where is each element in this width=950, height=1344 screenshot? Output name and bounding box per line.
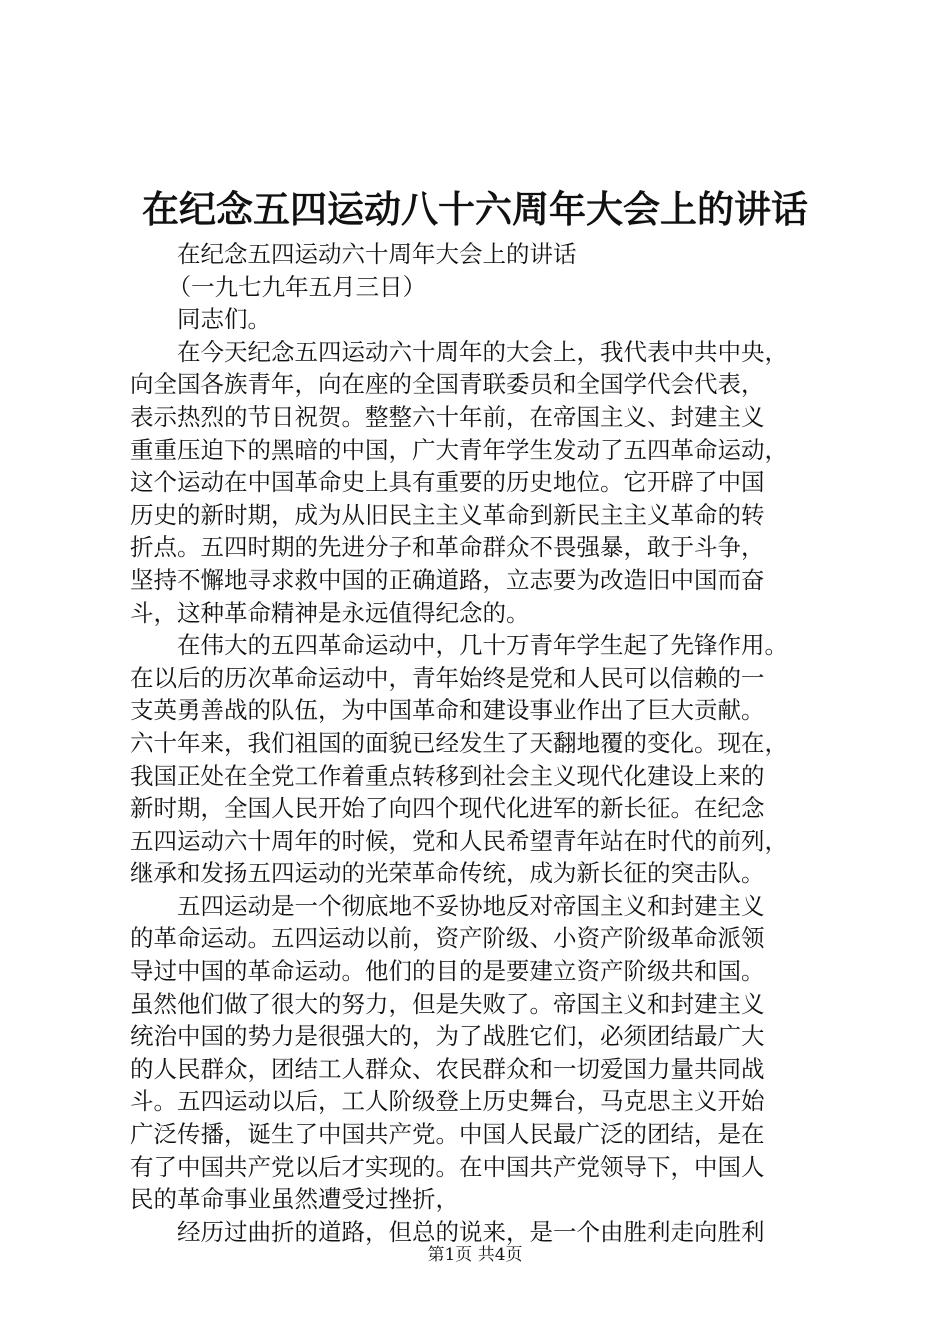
paragraph-line: 历史的新时期，成为从旧民主主义革命到新民主主义革命的转: [130, 500, 765, 529]
paragraph-line: 重重压迫下的黑暗的中国，广大青年学生发动了五四革命运动，: [130, 435, 788, 464]
document-title: 在纪念五四运动八十六周年大会上的讲话: [142, 187, 808, 231]
paragraph-line: 斗，这种革命精神是永远值得纪念的。: [130, 598, 530, 627]
paragraph-line: 的革命运动。五四运动以前，资产阶级、小资产阶级革命派领: [130, 924, 765, 953]
page-footer: 第1页 共4页: [427, 1245, 523, 1265]
paragraph-line: 经历过曲折的道路，但总的说来，是一个由胜利走向胜利: [177, 1217, 765, 1246]
speech-date: （一九七九年五月三日）: [167, 272, 427, 301]
paragraph-line: 导过中国的革命运动。他们的目的是要建立资产阶级共和国。: [130, 957, 765, 986]
salutation: 同志们。: [177, 305, 271, 334]
paragraph-line: 在伟大的五四革命运动中，几十万青年学生起了先锋作用。: [177, 631, 788, 660]
paragraph-line: 这个运动在中国革命史上具有重要的历史地位。它开辟了中国: [130, 468, 765, 497]
paragraph-line: 六十年来，我们祖国的面貌已经发生了天翻地覆的变化。现在，: [130, 728, 788, 757]
paragraph-line: 表示热烈的节日祝贺。整整六十年前，在帝国主义、封建主义: [130, 402, 765, 431]
paragraph-line: 新时期，全国人民开始了向四个现代化进军的新长征。在纪念: [130, 794, 765, 823]
subtitle: 在纪念五四运动六十周年大会上的讲话: [177, 240, 577, 268]
paragraph-line: 斗。五四运动以后，工人阶级登上历史舞台，马克思主义开始: [130, 1087, 765, 1116]
paragraph-line: 有了中国共产党以后才实现的。在中国共产党领导下，中国人: [130, 1152, 765, 1181]
paragraph-line: 五四运动是一个彻底地不妥协地反对帝国主义和封建主义: [177, 891, 765, 920]
paragraph-line: 支英勇善战的队伍，为中国革命和建设事业作出了巨大贡献。: [130, 696, 765, 725]
document-body: [130, 238, 850, 1248]
paragraph-2: [130, 629, 850, 890]
paragraph-line: 民的革命事业虽然遭受过挫折，: [130, 1185, 459, 1214]
paragraph-line: 在以后的历次革命运动中，青年始终是党和人民可以信赖的一: [130, 663, 765, 692]
paragraph-line: 在今天纪念五四运动六十周年的大会上，我代表中共中央，: [177, 337, 788, 366]
paragraph-line: 五四运动六十周年的时候，党和人民希望青年站在时代的前列，: [130, 826, 788, 855]
paragraph-line: 我国正处在全党工作着重点转移到社会主义现代化建设上来的: [130, 761, 765, 790]
paragraph-line: 坚持不懈地寻求救中国的正确道路，立志要为改造旧中国而奋: [130, 565, 765, 594]
paragraph-3: [130, 890, 850, 1216]
paragraph-1: [130, 336, 850, 629]
paragraph-line: 统治中国的势力是很强大的，为了战胜它们，必须团结最广大: [130, 1022, 765, 1051]
paragraph-line: 向全国各族青年，向在座的全国青联委员和全国学代会代表，: [130, 370, 765, 399]
paragraph-line: 虽然他们做了很大的努力，但是失败了。帝国主义和封建主义: [130, 989, 765, 1018]
paragraph-line: 折点。五四时期的先进分子和革命群众不畏强暴，敢于斗争，: [130, 533, 765, 562]
paragraph-line: 广泛传播，诞生了中国共产党。中国人民最广泛的团结，是在: [130, 1120, 765, 1149]
paragraph-line: 的人民群众，团结工人群众、农民群众和一切爱国力量共同战: [130, 1054, 765, 1083]
paragraph-line: 继承和发扬五四运动的光荣革命传统，成为新长征的突击队。: [130, 859, 765, 888]
